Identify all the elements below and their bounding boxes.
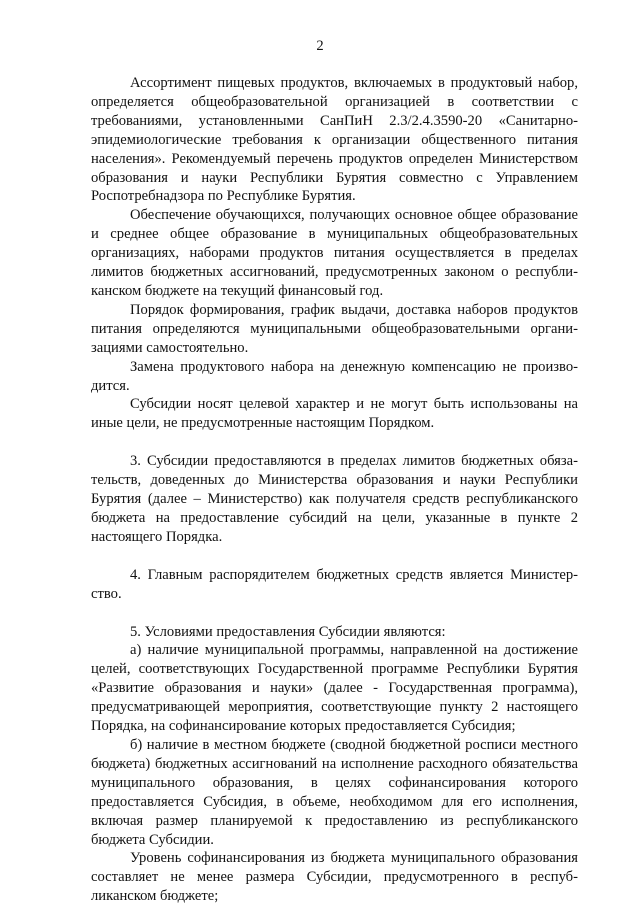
- paragraph-no-compensation: Замена продуктового набора на денежную компенсацию не производится.: [91, 358, 578, 394]
- paragraph-gap: [91, 547, 578, 566]
- paragraph-item-4: 4. Главным распорядителем бюджетных средств является Министерство.: [91, 566, 578, 602]
- paragraph-gap: [91, 604, 578, 623]
- page-number: 2: [316, 38, 324, 54]
- document-body: [91, 74, 578, 906]
- paragraph-assortment: Ассортимент пищевых продуктов, включаемых в продуктовый набор, определяется общеобразовательной организацией в соответствии с требованиями, установленными СанПиН 2.3/2.4.3590-20 «Санитарно-эпидемиологические требования к организации общественного питания населения». Рекомендуемый перечень продуктов определен Министерством образования и науки Республики Бурятия совместно с Управлением Роспотребнадзора по Республике Бурятия.: [91, 75, 578, 205]
- paragraph-item-5b: б) наличие в местном бюджете (сводной бюджетной росписи местного бюджета) бюджетных ассигнований на исполнение расходного обязательства муниципального образования, в целях софинансирования которого предоставляется Субсидия, в объеме, необходимом для его исполнения, включая размер планируемой к предоставлению из республиканского бюджета Субсидии.: [91, 737, 578, 848]
- paragraph-cofinancing-level: Уровень софинансирования из бюджета муниципального образования составляет не менее размера Субсидии, предусмотренного в республиканском бюджете;: [91, 850, 578, 905]
- paragraph-provision: Обеспечение обучающихся, получающих основное общее образование и среднее общее образование в муниципальных общеобразовательных организациях, наборами продуктов питания осуществляется в пределах лимитов бюджетных ассигнований, предусмотренных законом о республиканском бюджете на текущий финансовый год.: [91, 207, 578, 299]
- paragraph-item-5a: а) наличие муниципальной программы, направленной на достижение целей, соответствующих Государственной программе Республики Бурятия «Развитие образования и науки» (далее - Государственная программа), предусматривающей мероприятия, соответствующие пункту 2 настоящего Порядка, на софинансирование которых предоставляется Субсидия;: [91, 642, 578, 735]
- paragraph-item-5: 5. Условиями предоставления Субсидии являются:: [130, 623, 446, 640]
- paragraph-targeted-subsidies: Субсидии носят целевой характер и не могут быть использованы на иные цели, не предусмотренные настоящим Порядком.: [91, 396, 578, 432]
- paragraph-item-3: 3. Субсидии предоставляются в пределах лимитов бюджетных обязательств, доведенных до Министерства образования и науки Республики Бурятия (далее – Министерство) как получателя средств республиканского бюджета на предоставление субсидий на цели, указанные в пункте 2 настоящего Порядка.: [91, 453, 578, 545]
- paragraph-formation-order: Порядок формирования, график выдачи, доставка наборов продуктов питания определяются муниципальными общеобразовательными организациями самостоятельно.: [91, 301, 578, 356]
- paragraph-gap: [91, 433, 578, 452]
